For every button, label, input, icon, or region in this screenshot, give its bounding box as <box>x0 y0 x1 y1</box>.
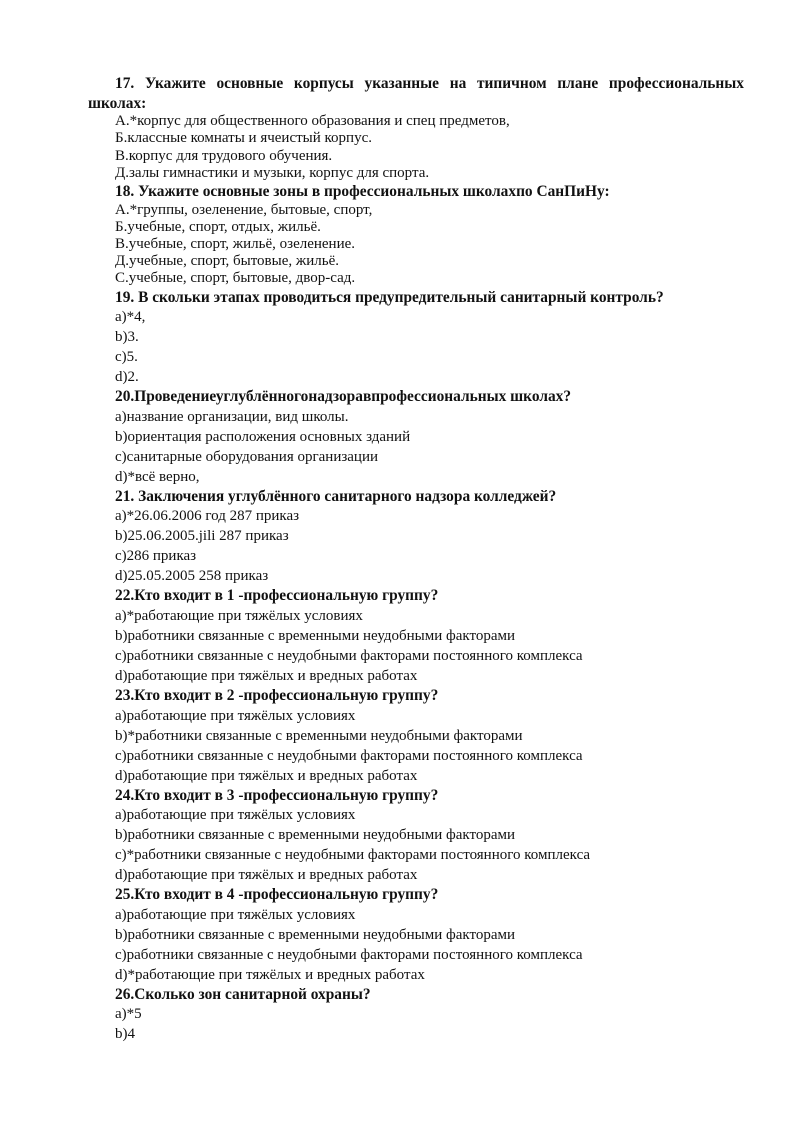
answer-option: d)работающие при тяжёлых и вредных работах <box>115 667 418 684</box>
question-title: 18. Укажите основные зоны в профессиональных школахпо СанПиНу: <box>115 183 610 200</box>
answer-option: c)санитарные оборудования организации <box>115 448 379 465</box>
answer-list <box>88 1004 744 1044</box>
question-18 <box>88 182 744 288</box>
answer-list <box>88 202 744 288</box>
answer-option: a)работающие при тяжёлых условиях <box>115 707 356 724</box>
question-title: 17. Укажите основные корпусы указанные на типичном плане профессиональных школах: <box>88 75 744 112</box>
answer-option: c)работники связанные с неудобными факторами постоянного комплекса <box>115 946 583 963</box>
answer-option: c)*работники связанные с неудобными факторами постоянного комплекса <box>115 847 591 864</box>
answer-option: a)*работающие при тяжёлых условиях <box>115 607 363 624</box>
question-26 <box>88 985 744 1045</box>
answer-option: b)*работники связанные с временными неудобными факторами <box>115 727 523 744</box>
question-20 <box>88 387 744 487</box>
answer-option: В.корпус для трудового обучения. <box>115 147 333 164</box>
answer-option: a)*26.06.2006 год 287 приказ <box>115 508 300 525</box>
answer-option: Д.учебные, спорт, бытовые, жильё. <box>115 253 340 270</box>
answer-list <box>88 407 744 487</box>
question-title: 24.Кто входит в 3 -профессиональную группу? <box>115 786 439 804</box>
question-title: 22.Кто входит в 1 -профессиональную группу? <box>115 587 439 605</box>
answer-option: a)работающие при тяжёлых условиях <box>115 906 356 923</box>
answer-option: c)286 приказ <box>115 548 197 565</box>
answer-option: d)25.05.2005 258 приказ <box>115 568 269 585</box>
answer-list <box>88 905 744 985</box>
answer-list <box>88 606 744 686</box>
answer-option: Б.учебные, спорт, отдых, жильё. <box>115 218 321 235</box>
answer-option: d)2. <box>115 369 139 386</box>
question-title: 19. В скольки этапах проводиться предупредительный санитарный контроль? <box>115 288 664 306</box>
answer-option: a)название организации, вид школы. <box>115 408 349 425</box>
answer-option: В.учебные, спорт, жильё, озеленение. <box>115 236 356 252</box>
answer-list <box>88 113 744 182</box>
answer-option: А.*группы, озеленение, бытовые, спорт, <box>115 201 373 218</box>
question-title: 20.Проведениеуглублённогонадзоравпрофессиональных школах? <box>115 388 572 406</box>
answer-list <box>88 805 744 885</box>
answer-option: d)*работающие при тяжёлых и вредных работах <box>115 966 425 983</box>
answer-list <box>88 706 744 786</box>
question-title: 26.Сколько зон санитарной охраны? <box>115 985 371 1003</box>
document-page <box>88 74 744 1044</box>
answer-option: b)4 <box>115 1026 135 1043</box>
answer-option: b)25.06.2005.jili 287 приказ <box>115 528 289 545</box>
question-22 <box>88 586 744 686</box>
answer-option: c)работники связанные с неудобными факторами постоянного комплекса <box>115 747 583 764</box>
answer-option: С.учебные, спорт, бытовые, двор-сад. <box>115 270 356 287</box>
answer-option: Д.залы гимнастики и музыки, корпус для спорта. <box>115 164 430 181</box>
answer-option: b)3. <box>115 329 139 346</box>
question-17 <box>88 74 744 182</box>
question-25 <box>88 885 744 985</box>
question-23 <box>88 686 744 786</box>
answer-option: a)*4, <box>115 309 146 326</box>
answer-option: d)работающие при тяжёлых и вредных работах <box>115 867 418 884</box>
question-title: 23.Кто входит в 2 -профессиональную группу? <box>115 686 439 704</box>
answer-option: d)*всё верно, <box>115 468 200 485</box>
answer-option: c)работники связанные с неудобными факторами постоянного комплекса <box>115 647 583 664</box>
answer-option: b)работники связанные с временными неудобными факторами <box>115 926 516 943</box>
question-title: 25.Кто входит в 4 -профессиональную группу? <box>115 886 439 904</box>
answer-option: c)5. <box>115 349 138 366</box>
question-21 <box>88 487 744 587</box>
answer-option: d)работающие при тяжёлых и вредных работах <box>115 767 418 784</box>
question-title: 21. Заключения углублённого санитарного надзора колледжей? <box>115 487 557 505</box>
answer-option: b)работники связанные с временными неудобными факторами <box>115 827 516 844</box>
answer-option: a)*5 <box>115 1006 142 1023</box>
answer-option: b)ориентация расположения основных зданий <box>115 428 411 445</box>
answer-option: b)работники связанные с временными неудобными факторами <box>115 627 516 644</box>
answer-option: А.*корпус для общественного образования и спец предметов, <box>115 113 510 130</box>
answer-option: a)работающие при тяжёлых условиях <box>115 807 356 824</box>
answer-list <box>88 307 744 387</box>
answer-list <box>88 506 744 586</box>
question-24 <box>88 786 744 886</box>
question-19 <box>88 288 744 388</box>
answer-option: Б.классные комнаты и ячеистый корпус. <box>115 130 372 147</box>
